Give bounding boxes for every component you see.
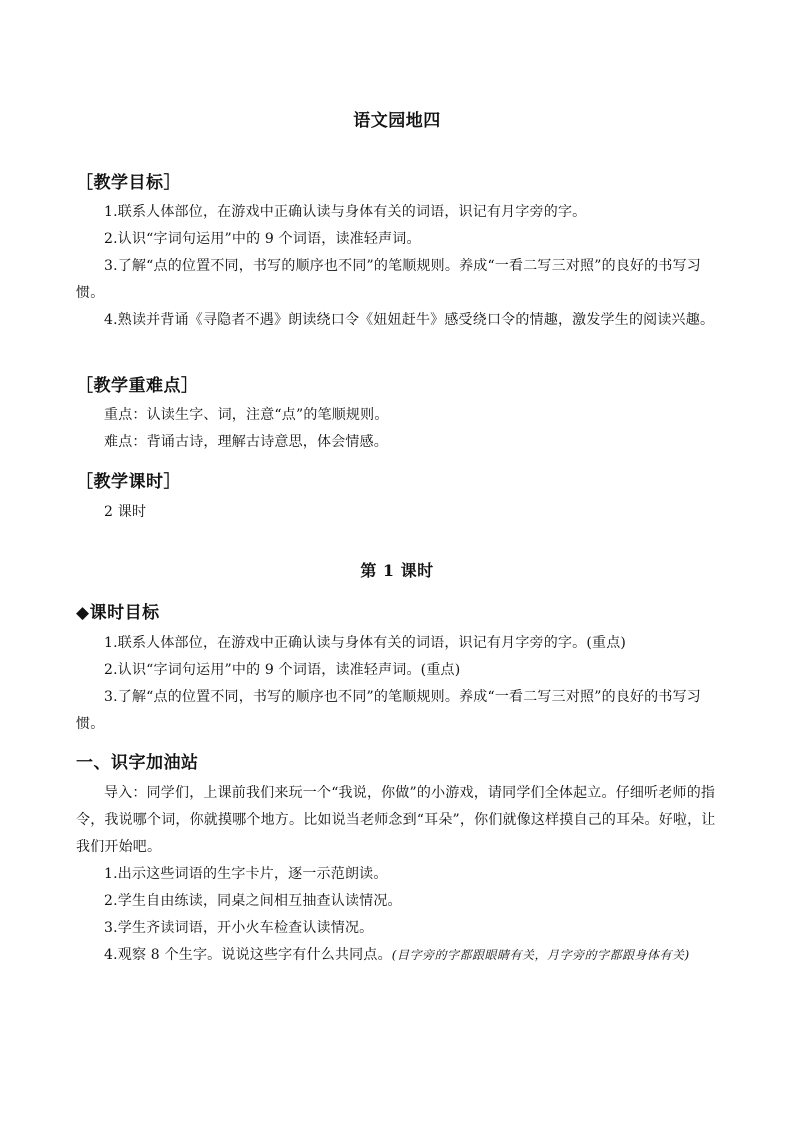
goal-item: 1.联系人体部位，在游戏中正确认读与身体有关的词语，识记有月字旁的字。 — [104, 204, 587, 220]
lesson-title: 第 1 课时 — [360, 561, 434, 580]
step-item: 3.学生齐读词语，开小火车检查认读情况。 — [104, 920, 374, 936]
key-point-item: 难点：背诵古诗，理解古诗意思，体会情感。 — [104, 434, 388, 450]
class-hours-value: 2 课时 — [104, 504, 147, 520]
lesson-goals-heading: ◆课时目标 — [76, 603, 160, 623]
section-heading: 一、识字加油站 — [76, 753, 199, 773]
step-item-text: 4.观察 8 个生字。说说这些字有什么共同点。 — [104, 947, 392, 963]
lesson-goal-item: 2.认识“字词句运用”中的 9 个词语，读准轻声词。(重点) — [104, 662, 461, 678]
lesson-goal-item: 1.联系人体部位，在游戏中正确认读与身体有关的词语，识记有月字旁的字。(重点) — [104, 635, 627, 651]
lesson-goal-item: 3.了解“点的位置不同，书写的顺序也不同”的笔顺规则。养成“一看二写三对照”的良好的书写习惯。 — [76, 689, 701, 732]
teaching-goals-heading: ［教学目标］ — [76, 173, 181, 193]
document-title: 语文园地四 — [353, 111, 441, 131]
goal-item: 4.熟读并背诵《寻隐者不遇》朗读绕口令《妞妞赶牛》感受绕口令的情趣，激发学生的阅读兴趣。 — [104, 312, 715, 328]
step-item — [76, 942, 724, 969]
step-item: 1.出示这些词语的生字卡片，逐一示范朗读。 — [104, 866, 388, 882]
step-item-note: (目字旁的字都跟眼睛有关，月字旁的字都跟身体有关) — [391, 948, 690, 962]
goal-item: 3.了解“点的位置不同，书写的顺序也不同”的笔顺规则。养成“一看二写三对照”的良好的书写习惯。 — [76, 258, 701, 301]
class-hours-heading: ［教学课时］ — [76, 472, 181, 492]
key-point-item: 重点：认读生字、词，注意“点”的笔顺规则。 — [104, 407, 389, 423]
step-item: 2.学生自由练读，同桌之间相互抽查认读情况。 — [104, 893, 402, 909]
intro-paragraph: 导入：同学们，上课前我们来玩一个“我说，你做”的小游戏，请同学们全体起立。仔细听老师的指令，我说哪个词，你就摸哪个地方。比如说当老师念到“耳朵”，你们就像这样摸自己的耳朵。好啦，让我们开始吧。 — [76, 785, 716, 855]
key-points-heading: ［教学重难点］ — [76, 376, 199, 396]
goal-item: 2.认识“字词句运用”中的 9 个词语，读准轻声词。 — [104, 231, 421, 247]
